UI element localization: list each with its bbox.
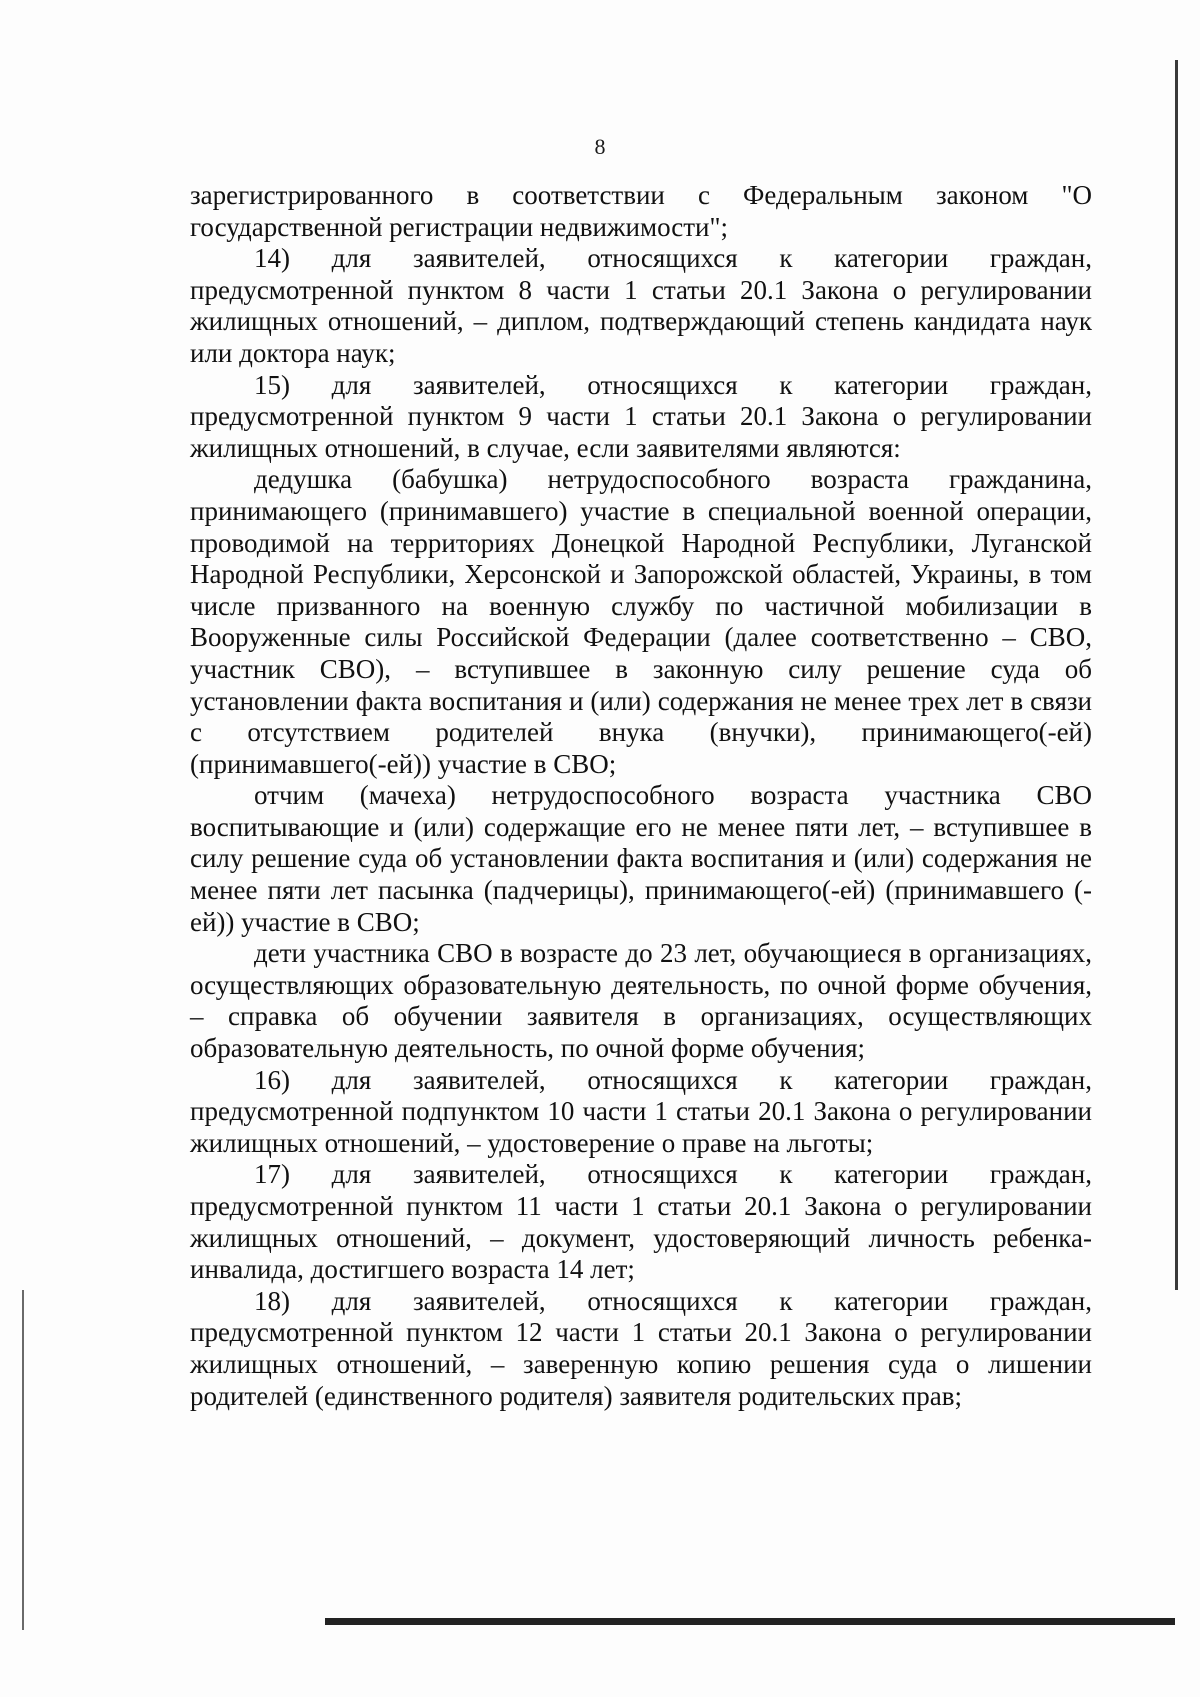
page-number: 8: [594, 134, 606, 159]
paragraph-stepparents: отчим (мачеха) нетрудоспособного возраста участника СВО воспитывающие и (или) содержащие его не менее пяти лет, – вступившее в силу решение суда об установлении факта воспитания и (или) содержания не менее пяти лет пасынка (падчерицы), принимающего(-ей) (принимавшего (-ей)) участие в СВО;: [190, 780, 1092, 937]
paragraph-item-15: 15) для заявителей, относящихся к категории граждан, предусмотренной пунктом 9 части 1 статьи 20.1 Закона о регулировании жилищных отношений, в случае, если заявителями являются:: [190, 369, 1092, 463]
paragraph: зарегистрированного в соответствии с Федеральным законом "О государственной регистрации недвижимости";: [190, 180, 1092, 242]
paragraph-item-18: 18) для заявителей, относящихся к категории граждан, предусмотренной пунктом 12 части 1 статьи 20.1 Закона о регулировании жилищных отношений, – заверенную копию решения суда о лишении родителей (единственного родителя) заявителя родительских прав;: [190, 1285, 1092, 1411]
paragraph-item-14: 14) для заявителей, относящихся к категории граждан, предусмотренной пунктом 8 части 1 статьи 20.1 Закона о регулировании жилищных отношений, – диплом, подтверждающий степень кандидата наук или доктора наук;: [190, 243, 1092, 368]
paragraph-grandparents: дедушка (бабушка) нетрудоспособного возраста гражданина, принимающего (принимавшего) участие в специальной военной операции, проводимой на территориях Донецкой Народной Республики, Луганской Народной Республики, Херсонской и Запорожской областей, Украины, в том числе призванного на военную службу по частичной мобилизации в Вооруженные силы Российской Федерации (далее соответственно – СВО, участник СВО), – вступившее в законную силу решение суда об установлении факта воспитания и (или) содержания не менее трех лет в связи с отсутствием родителей внука (внучки), принимающего(-ей) (принимавшего(-ей)) участие в СВО;: [190, 464, 1092, 779]
scan-edge-left: [22, 1290, 24, 1630]
paragraph-item-17: 17) для заявителей, относящихся к категории граждан, предусмотренной пунктом 11 части 1 статьи 20.1 Закона о регулировании жилищных отношений, – документ, удостоверяющий личность ребенка-инвалида, достигшего возраста 14 лет;: [190, 1159, 1092, 1285]
paragraph-item-16: 16) для заявителей, относящихся к категории граждан, предусмотренной подпунктом 10 части 1 статьи 20.1 Закона о регулировании жилищных отношений, – удостоверение о праве на льготы;: [190, 1064, 1092, 1158]
scan-bottom-line: [325, 1618, 1175, 1625]
document-body: [190, 180, 1092, 1412]
scan-edge-right: [1175, 60, 1178, 1290]
paragraph-children: дети участника СВО в возрасте до 23 лет, обучающиеся в организациях, осуществляющих образовательную деятельность, по очной форме обучения, – справка об обучении заявителя в организациях, осуществляющих образовательную деятельность, по очной форме обучения;: [190, 938, 1092, 1064]
